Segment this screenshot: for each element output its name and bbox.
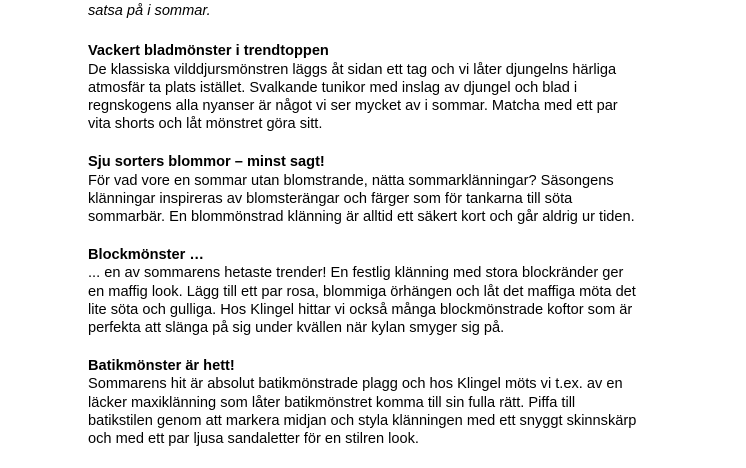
section-blockmonster: [88, 246, 738, 337]
section-heading: Vackert bladmönster i trendtoppen: [88, 43, 329, 60]
body-line: perfekta att slänga på sig under kvällen när kylan smyger sig på.: [88, 320, 505, 337]
body-line: Sommarens hit är absolut batikmönstrade plagg och hos Klingel möts vi t.ex. av en: [88, 376, 623, 393]
body-line: atmosfär ta plats istället. Svalkande tunikor med inslag av djungel och blad i: [88, 79, 578, 96]
section-heading: Sju sorters blommor – minst sagt!: [88, 154, 325, 171]
section-batikmonster: [88, 357, 738, 448]
body-line: batikstilen genom att markera midjan och styla klänningen med ett snyggt skinnskärp: [88, 412, 637, 429]
body-line: vita shorts och låt mönstret göra sitt.: [88, 116, 323, 133]
section-heading: Blockmönster …: [88, 247, 204, 264]
body-line: en maffig look. Lägg till ett par rosa, blommiga örhängen och låt det maffiga möta det: [88, 283, 636, 300]
section-body: [88, 264, 738, 337]
section-heading: Batikmönster är hett!: [88, 358, 235, 375]
section-body: [88, 375, 738, 448]
body-line: läcker maxiklänning som låter batikmönstret komma till sin fulla rätt. Piffa till: [88, 394, 576, 411]
section-blommor: [88, 153, 738, 226]
body-line: sommarbär. En blommönstrad klänning är alltid ett säkert kort och går aldrig ur tiden.: [88, 209, 635, 226]
section-body: [88, 172, 738, 227]
section-bladmonster: [88, 42, 738, 133]
intro-line: satsa på i sommar.: [88, 3, 211, 20]
document-page: [88, 0, 738, 468]
intro-paragraph: [88, 0, 738, 20]
section-body: [88, 61, 738, 134]
body-line: regnskogens alla nyanser är något vi ser mycket av i sommar. Matcha med ett par: [88, 98, 618, 115]
body-line: klänningar inspireras av blomsterängar och färger som för tankarna till söta: [88, 190, 573, 207]
body-line: lite söta och gulliga. Hos Klingel hittar vi också många blockmönstrade koftor som är: [88, 301, 633, 318]
body-line: För vad vore en sommar utan blomstrande, nätta sommarklänningar? Säsongens: [88, 172, 614, 189]
body-line: och med ett par ljusa sandaletter för en stilren look.: [88, 431, 419, 448]
body-line: De klassiska vilddjursmönstren läggs åt sidan ett tag och vi låter djungelns härliga: [88, 61, 617, 78]
body-line: ... en av sommarens hetaste trender! En festlig klänning med stora blockränder ger: [88, 265, 624, 282]
